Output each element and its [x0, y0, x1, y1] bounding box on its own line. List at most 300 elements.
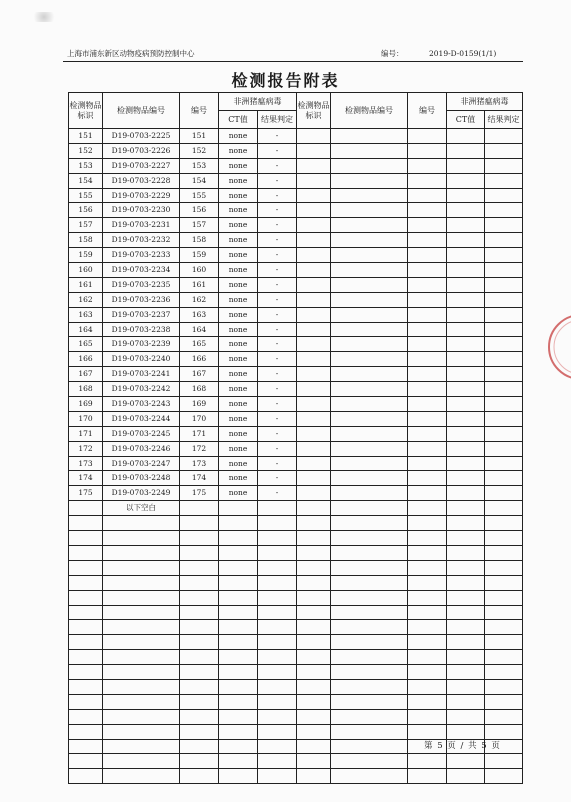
- empty-cell: [219, 769, 258, 784]
- empty-cell: [103, 709, 180, 724]
- empty-cell: [485, 665, 523, 680]
- cell-serial: 164: [180, 322, 219, 337]
- empty-cell: [485, 292, 523, 307]
- empty-cell: [180, 560, 219, 575]
- cell-serial: 157: [180, 218, 219, 233]
- cell-ct: none: [219, 411, 258, 426]
- cell-sample-code: D19-0703-2244: [103, 411, 180, 426]
- empty-cell: [297, 575, 331, 590]
- empty-cell: [103, 560, 180, 575]
- empty-cell: [219, 605, 258, 620]
- empty-cell: [408, 233, 447, 248]
- empty-cell: [485, 352, 523, 367]
- scan-smudge: [30, 12, 58, 22]
- col-result-left: 结果判定: [258, 111, 297, 129]
- empty-cell: [447, 456, 485, 471]
- empty-cell: [408, 769, 447, 784]
- cell-serial: 163: [180, 307, 219, 322]
- empty-cell: [69, 724, 103, 739]
- cell-serial: 151: [180, 129, 219, 144]
- col-sample-id-right: 检测物品标识: [297, 93, 331, 129]
- table-row: [69, 307, 523, 322]
- empty-cell: [69, 739, 103, 754]
- empty-cell: [297, 173, 331, 188]
- empty-cell: [485, 456, 523, 471]
- table-row: [69, 248, 523, 263]
- empty-cell: [447, 337, 485, 352]
- empty-cell: [485, 426, 523, 441]
- cell-ct: none: [219, 248, 258, 263]
- empty-cell: [408, 173, 447, 188]
- empty-cell: [485, 322, 523, 337]
- empty-cell: [485, 337, 523, 352]
- table-row: [69, 411, 523, 426]
- cell-sample-code: D19-0703-2226: [103, 143, 180, 158]
- empty-cell: [258, 545, 297, 560]
- empty-cell: [219, 709, 258, 724]
- empty-cell: [258, 665, 297, 680]
- empty-cell: [408, 441, 447, 456]
- cell-ct: none: [219, 456, 258, 471]
- cell-sample-id: 157: [69, 218, 103, 233]
- cell-result: -: [258, 277, 297, 292]
- cell-serial: 167: [180, 367, 219, 382]
- empty-cell: [297, 307, 331, 322]
- empty-cell: [69, 605, 103, 620]
- cell-result: -: [258, 173, 297, 188]
- empty-cell: [331, 367, 408, 382]
- empty-cell: [447, 188, 485, 203]
- empty-cell: [331, 307, 408, 322]
- empty-cell: [219, 739, 258, 754]
- cell-sample-id: 154: [69, 173, 103, 188]
- empty-cell: [485, 397, 523, 412]
- table-row: [69, 694, 523, 709]
- empty-cell: [485, 233, 523, 248]
- empty-cell: [103, 679, 180, 694]
- cell-result: -: [258, 129, 297, 144]
- empty-cell: [447, 322, 485, 337]
- table-row: [69, 203, 523, 218]
- empty-cell: [408, 143, 447, 158]
- empty-cell: [103, 739, 180, 754]
- empty-cell: [447, 143, 485, 158]
- empty-cell: [297, 382, 331, 397]
- cell-ct: none: [219, 471, 258, 486]
- empty-cell: [485, 471, 523, 486]
- empty-cell: [69, 575, 103, 590]
- cell-result: -: [258, 382, 297, 397]
- empty-cell: [485, 382, 523, 397]
- cell-sample-code: D19-0703-2229: [103, 188, 180, 203]
- empty-cell: [180, 590, 219, 605]
- cell-sample-code: D19-0703-2230: [103, 203, 180, 218]
- table-row: [69, 143, 523, 158]
- empty-cell: [69, 694, 103, 709]
- cell-serial: 161: [180, 277, 219, 292]
- cell-sample-id: 156: [69, 203, 103, 218]
- empty-cell: [219, 679, 258, 694]
- cell-result: -: [258, 486, 297, 501]
- empty-cell: [331, 724, 408, 739]
- cell-sample-code: D19-0703-2232: [103, 233, 180, 248]
- empty-cell: [408, 709, 447, 724]
- empty-cell: [297, 486, 331, 501]
- empty-cell: [408, 397, 447, 412]
- empty-cell: [258, 575, 297, 590]
- empty-cell: [103, 724, 180, 739]
- cell-sample-id: 167: [69, 367, 103, 382]
- empty-cell: [408, 129, 447, 144]
- cell-sample-id: 174: [69, 471, 103, 486]
- cell-serial: 174: [180, 471, 219, 486]
- table-row: [69, 322, 523, 337]
- empty-cell: [297, 560, 331, 575]
- empty-cell: [180, 575, 219, 590]
- empty-cell: [447, 263, 485, 278]
- cell-sample-id: 158: [69, 233, 103, 248]
- cell-sample-id: 162: [69, 292, 103, 307]
- empty-cell: [408, 516, 447, 531]
- table-row: [69, 590, 523, 605]
- table-row: [69, 277, 523, 292]
- empty-cell: [408, 307, 447, 322]
- empty-cell: [485, 203, 523, 218]
- table-row: [69, 218, 523, 233]
- empty-cell: [331, 426, 408, 441]
- cell-ct: none: [219, 397, 258, 412]
- empty-cell: [408, 560, 447, 575]
- cell-result: -: [258, 158, 297, 173]
- empty-cell: [258, 679, 297, 694]
- empty-cell: [219, 575, 258, 590]
- empty-cell: [447, 307, 485, 322]
- empty-cell: [297, 129, 331, 144]
- table-row: [69, 724, 523, 739]
- cell-sample-code: D19-0703-2237: [103, 307, 180, 322]
- empty-cell: [447, 292, 485, 307]
- empty-cell: [331, 486, 408, 501]
- empty-cell: [447, 486, 485, 501]
- cell-sample-code: D19-0703-2240: [103, 352, 180, 367]
- empty-cell: [331, 218, 408, 233]
- col-serial-left: 编号: [180, 93, 219, 129]
- empty-cell: [447, 531, 485, 546]
- cell-sample-code: D19-0703-2231: [103, 218, 180, 233]
- empty-cell: [447, 694, 485, 709]
- empty-cell: [485, 724, 523, 739]
- empty-cell: [180, 709, 219, 724]
- table-row: [69, 501, 523, 516]
- empty-cell: [447, 620, 485, 635]
- empty-cell: [408, 620, 447, 635]
- table-row: [69, 158, 523, 173]
- cell-ct: none: [219, 426, 258, 441]
- col-serial-right: 编号: [408, 93, 447, 129]
- empty-cell: [69, 545, 103, 560]
- empty-cell: [485, 620, 523, 635]
- empty-cell: [447, 129, 485, 144]
- empty-cell: [69, 650, 103, 665]
- cell-ct: none: [219, 129, 258, 144]
- empty-cell: [180, 545, 219, 560]
- empty-cell: [219, 694, 258, 709]
- empty-cell: [297, 292, 331, 307]
- table-row: [69, 129, 523, 144]
- empty-cell: [69, 560, 103, 575]
- empty-cell: [258, 531, 297, 546]
- empty-cell: [485, 158, 523, 173]
- empty-cell: [408, 679, 447, 694]
- table-row: [69, 635, 523, 650]
- cell-sample-code: D19-0703-2248: [103, 471, 180, 486]
- empty-cell: [297, 545, 331, 560]
- empty-cell: [331, 516, 408, 531]
- empty-cell: [447, 367, 485, 382]
- cell-sample-id: 159: [69, 248, 103, 263]
- cell-ct: none: [219, 382, 258, 397]
- empty-cell: [258, 560, 297, 575]
- empty-cell: [485, 635, 523, 650]
- cell-sample-id: 151: [69, 129, 103, 144]
- empty-cell: [297, 263, 331, 278]
- page-title: 检测报告附表: [231, 71, 340, 90]
- empty-cell: [331, 471, 408, 486]
- empty-cell: [331, 590, 408, 605]
- empty-cell: [485, 501, 523, 516]
- cell-ct: none: [219, 352, 258, 367]
- empty-cell: [297, 233, 331, 248]
- cell-sample-id: 170: [69, 411, 103, 426]
- cell-ct: none: [219, 307, 258, 322]
- cell-sample-id: 171: [69, 426, 103, 441]
- empty-cell: [297, 724, 331, 739]
- table-row: [69, 233, 523, 248]
- cell-ct: none: [219, 233, 258, 248]
- cell-sample-code: D19-0703-2245: [103, 426, 180, 441]
- cell-serial: 169: [180, 397, 219, 412]
- empty-cell: [485, 575, 523, 590]
- cell-ct: none: [219, 263, 258, 278]
- empty-cell: [447, 650, 485, 665]
- blank-below-note: 以下空白: [103, 501, 180, 516]
- col-virus-right: 非洲猪瘟病毒: [447, 93, 523, 111]
- empty-cell: [331, 560, 408, 575]
- empty-cell: [485, 277, 523, 292]
- col-sample-code-right: 检测物品编号: [331, 93, 408, 129]
- cell-result: -: [258, 263, 297, 278]
- empty-cell: [103, 516, 180, 531]
- empty-cell: [331, 173, 408, 188]
- empty-cell: [408, 382, 447, 397]
- cell-ct: none: [219, 292, 258, 307]
- empty-cell: [485, 411, 523, 426]
- empty-cell: [485, 248, 523, 263]
- empty-cell: [258, 724, 297, 739]
- empty-cell: [297, 322, 331, 337]
- red-seal-stamp: [541, 312, 571, 382]
- cell-result: -: [258, 441, 297, 456]
- empty-cell: [408, 292, 447, 307]
- empty-cell: [297, 620, 331, 635]
- col-result-right: 结果判定: [485, 111, 523, 129]
- empty-cell: [485, 218, 523, 233]
- empty-cell: [297, 397, 331, 412]
- empty-cell: [408, 665, 447, 680]
- empty-cell: [331, 575, 408, 590]
- cell-sample-id: 160: [69, 263, 103, 278]
- empty-cell: [408, 605, 447, 620]
- empty-cell: [219, 545, 258, 560]
- empty-cell: [447, 724, 485, 739]
- empty-cell: [408, 575, 447, 590]
- empty-cell: [297, 754, 331, 769]
- empty-cell: [408, 501, 447, 516]
- empty-cell: [103, 531, 180, 546]
- cell-ct: none: [219, 337, 258, 352]
- empty-cell: [485, 441, 523, 456]
- empty-cell: [69, 620, 103, 635]
- empty-cell: [258, 501, 297, 516]
- empty-cell: [258, 635, 297, 650]
- empty-cell: [103, 694, 180, 709]
- empty-cell: [297, 531, 331, 546]
- cell-sample-code: D19-0703-2249: [103, 486, 180, 501]
- empty-cell: [408, 545, 447, 560]
- empty-cell: [447, 769, 485, 784]
- cell-sample-id: 153: [69, 158, 103, 173]
- empty-cell: [447, 173, 485, 188]
- empty-cell: [485, 486, 523, 501]
- empty-cell: [331, 411, 408, 426]
- cell-result: -: [258, 188, 297, 203]
- cell-ct: none: [219, 158, 258, 173]
- empty-cell: [297, 501, 331, 516]
- cell-sample-code: D19-0703-2238: [103, 322, 180, 337]
- empty-cell: [447, 248, 485, 263]
- cell-ct: none: [219, 322, 258, 337]
- empty-cell: [219, 590, 258, 605]
- empty-cell: [258, 650, 297, 665]
- table-row: [69, 188, 523, 203]
- empty-cell: [258, 620, 297, 635]
- col-sample-id-left: 检测物品标识: [69, 93, 103, 129]
- empty-cell: [69, 635, 103, 650]
- table-row: [69, 367, 523, 382]
- empty-cell: [408, 635, 447, 650]
- cell-result: -: [258, 426, 297, 441]
- empty-cell: [485, 694, 523, 709]
- empty-cell: [297, 456, 331, 471]
- empty-cell: [297, 337, 331, 352]
- empty-cell: [408, 426, 447, 441]
- empty-cell: [331, 322, 408, 337]
- cell-sample-id: 165: [69, 337, 103, 352]
- empty-cell: [180, 605, 219, 620]
- empty-cell: [297, 471, 331, 486]
- empty-cell: [408, 367, 447, 382]
- empty-cell: [447, 575, 485, 590]
- cell-serial: 171: [180, 426, 219, 441]
- cell-result: -: [258, 292, 297, 307]
- empty-cell: [408, 531, 447, 546]
- empty-cell: [180, 694, 219, 709]
- cell-serial: 159: [180, 248, 219, 263]
- empty-cell: [180, 739, 219, 754]
- empty-cell: [447, 754, 485, 769]
- cell-serial: 165: [180, 337, 219, 352]
- results-table: [68, 92, 523, 784]
- cell-ct: none: [219, 277, 258, 292]
- empty-cell: [180, 754, 219, 769]
- cell-result: -: [258, 411, 297, 426]
- cell-sample-id: 161: [69, 277, 103, 292]
- empty-cell: [408, 263, 447, 278]
- cell-ct: none: [219, 188, 258, 203]
- empty-cell: [103, 650, 180, 665]
- empty-cell: [485, 560, 523, 575]
- empty-cell: [331, 709, 408, 724]
- empty-cell: [447, 397, 485, 412]
- empty-cell: [485, 188, 523, 203]
- cell-result: -: [258, 471, 297, 486]
- empty-cell: [180, 620, 219, 635]
- empty-cell: [485, 367, 523, 382]
- table-row: [69, 173, 523, 188]
- empty-cell: [485, 307, 523, 322]
- table-row: [69, 292, 523, 307]
- page-header: [63, 48, 523, 62]
- empty-cell: [258, 516, 297, 531]
- empty-cell: [219, 650, 258, 665]
- empty-cell: [485, 129, 523, 144]
- empty-cell: [331, 605, 408, 620]
- empty-cell: [447, 203, 485, 218]
- cell-sample-code: D19-0703-2241: [103, 367, 180, 382]
- empty-cell: [219, 516, 258, 531]
- empty-cell: [331, 248, 408, 263]
- table-row: [69, 665, 523, 680]
- empty-cell: [447, 471, 485, 486]
- empty-cell: [485, 545, 523, 560]
- empty-cell: [297, 426, 331, 441]
- cell-ct: none: [219, 441, 258, 456]
- empty-cell: [331, 263, 408, 278]
- empty-cell: [258, 754, 297, 769]
- cell-sample-code: D19-0703-2242: [103, 382, 180, 397]
- cell-sample-code: D19-0703-2225: [103, 129, 180, 144]
- empty-cell: [331, 397, 408, 412]
- empty-cell: [447, 635, 485, 650]
- empty-cell: [447, 605, 485, 620]
- empty-cell: [331, 694, 408, 709]
- empty-cell: [103, 545, 180, 560]
- empty-cell: [258, 605, 297, 620]
- empty-cell: [258, 709, 297, 724]
- empty-cell: [297, 650, 331, 665]
- empty-cell: [408, 248, 447, 263]
- empty-cell: [331, 158, 408, 173]
- empty-cell: [103, 754, 180, 769]
- empty-cell: [180, 665, 219, 680]
- empty-cell: [447, 665, 485, 680]
- empty-cell: [331, 337, 408, 352]
- cell-serial: 152: [180, 143, 219, 158]
- empty-cell: [180, 724, 219, 739]
- empty-cell: [297, 516, 331, 531]
- empty-cell: [408, 277, 447, 292]
- cell-sample-id: 166: [69, 352, 103, 367]
